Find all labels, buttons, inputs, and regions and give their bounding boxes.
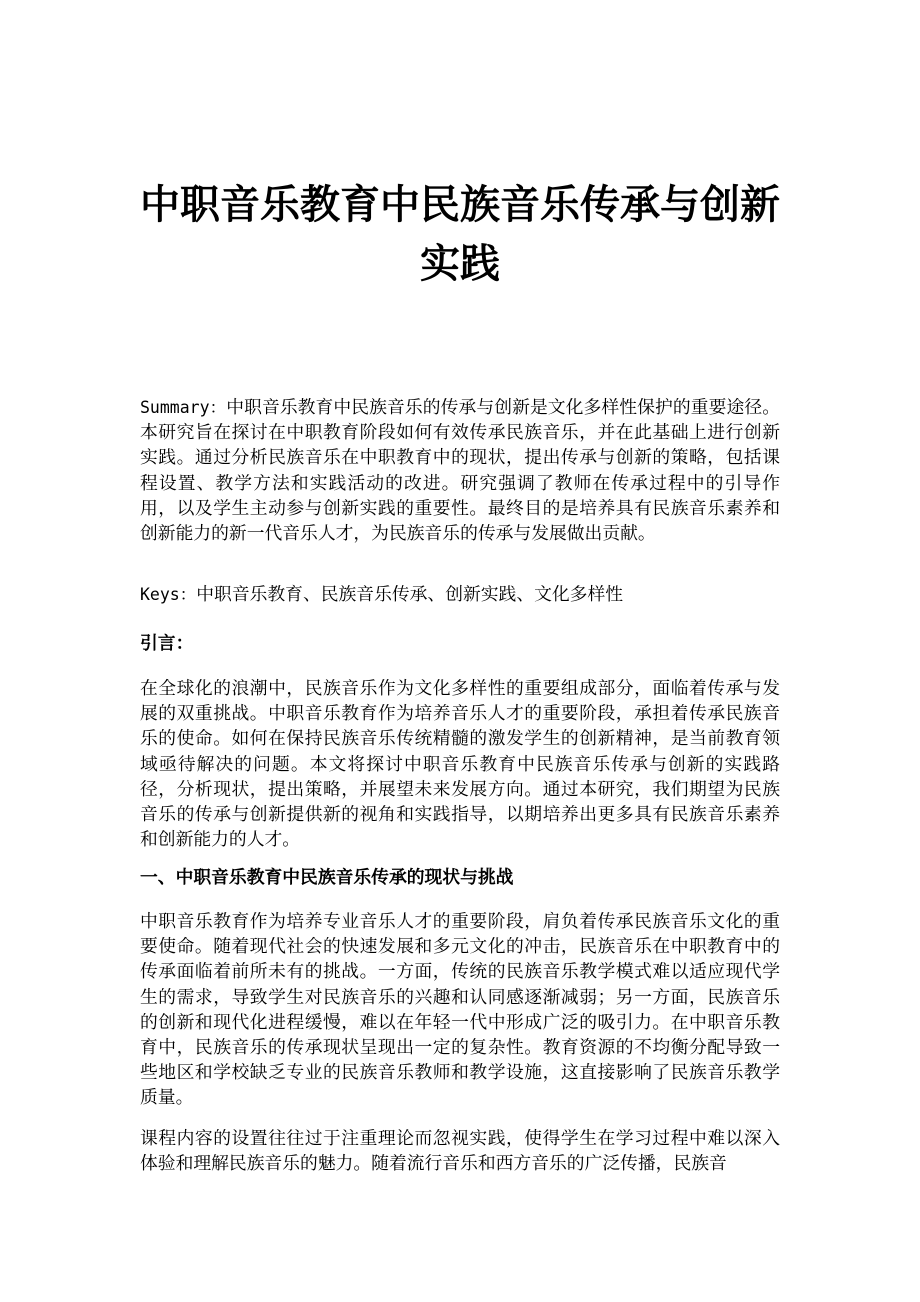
- keywords-text: 中职音乐教育、民族音乐传承、创新实践、文化多样性: [196, 584, 624, 605]
- summary-paragraph: [140, 395, 780, 546]
- intro-paragraph: 在全球化的浪潮中，民族音乐作为文化多样性的重要组成部分，面临着传承与发展的双重挑战。中职音乐教育作为培养音乐人才的重要阶段，承担着传承民族音乐的使命。如何在保持民族音乐传统精髓的激发学生的创新精神，是当前教育领域亟待解决的问题。本文将探讨中职音乐教育中民族音乐传承与创新的实践路径，分析现状，提出策略，并展望未来发展方向。通过本研究，我们期望为民族音乐的传承与创新提供新的视角和实践指导，以期培养出更多具有民族音乐素养和创新能力的人才。: [140, 678, 780, 851]
- section-paragraph-2: 课程内容的设置往往过于注重理论而忽视实践，使得学生在学习过程中难以深入体验和理解民族音乐的魅力。随着流行音乐和西方音乐的广泛传播，民族音: [140, 1128, 780, 1175]
- intro-heading: 引言：: [140, 633, 194, 654]
- section-heading: 一、中职音乐教育中民族音乐传承的现状与挑战: [140, 867, 514, 888]
- keywords-paragraph: [140, 582, 780, 607]
- summary-text: 中职音乐教育中民族音乐的传承与创新是文化多样性保护的重要途径。本研究旨在探讨在中职教育阶段如何有效传承民族音乐，并在此基础上进行创新实践。通过分析民族音乐在中职教育中的现状，提出传承与创新的策略，包括课程设置、教学方法和实践活动的改进。研究强调了教师在传承过程中的引导作用，以及学生主动参与创新实践的重要性。最终目的是培养具有民族音乐素养和创新能力的新一代音乐人才，为民族音乐的传承与发展做出贡献。: [140, 397, 780, 545]
- keywords-label: Keys：: [140, 585, 197, 604]
- section-paragraph-1: 中职音乐教育作为培养专业音乐人才的重要阶段，肩负着传承民族音乐文化的重要使命。随着现代社会的快速发展和多元文化的冲击，民族音乐在中职教育中的传承面临着前所未有的挑战。一方面，传统的民族音乐教学模式难以适应现代学生的需求，导致学生对民族音乐的兴趣和认同感逐渐减弱；另一方面，民族音乐的创新和现代化进程缓慢，难以在年轻一代中形成广泛的吸引力。在中职音乐教育中，民族音乐的传承现状呈现出一定的复杂性。教育资源的不均衡分配导致一些地区和学校缺乏专业的民族音乐教师和教学设施，这直接影响了民族音乐教学质量。: [140, 911, 780, 1109]
- document-title: 中职音乐教育中民族音乐传承与创新实践: [140, 182, 780, 287]
- summary-label: Summary：: [140, 398, 227, 417]
